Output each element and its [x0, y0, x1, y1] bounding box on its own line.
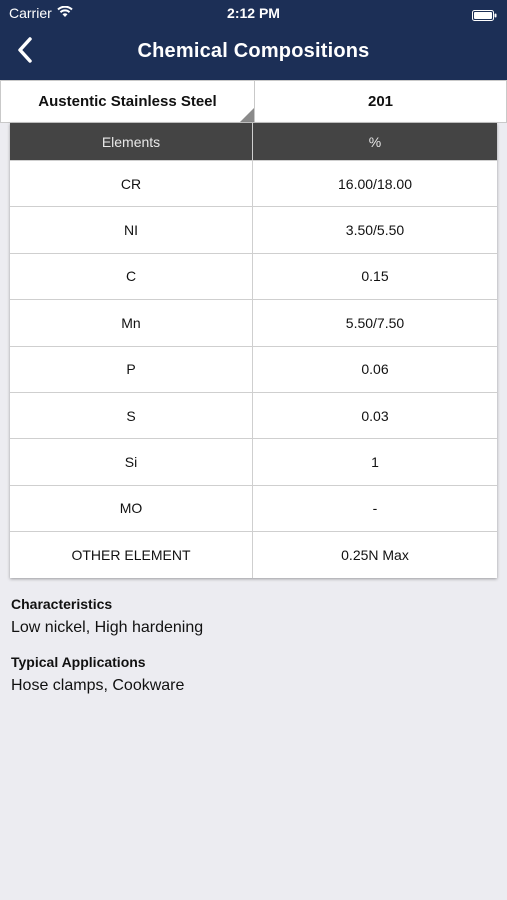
selector-row [0, 80, 507, 123]
element-cell: CR [10, 161, 253, 206]
applications-value: Hose clamps, Cookware [11, 677, 185, 694]
table-row [10, 485, 497, 531]
table-row [10, 392, 497, 438]
table-row [10, 531, 497, 577]
percent-cell: 0.06 [361, 361, 389, 378]
element-cell: S [10, 393, 253, 438]
page-title: Chemical Compositions [137, 40, 370, 62]
table-row [10, 346, 497, 392]
header [0, 0, 507, 80]
battery-icon [472, 8, 497, 19]
percent-cell: 0.03 [361, 407, 389, 424]
characteristics-value: Low nickel, High hardening [11, 619, 204, 636]
element-cell: OTHER ELEMENT [10, 532, 253, 577]
header-percent: % [368, 133, 382, 150]
element-cell: NI [10, 207, 253, 252]
nav-bar [0, 28, 507, 80]
table-row [10, 438, 497, 484]
element-cell: C [10, 254, 253, 299]
status-time: 2:12 PM [227, 5, 280, 21]
table-row [10, 206, 497, 252]
percent-cell: 16.00/18.00 [338, 175, 412, 192]
table-row [10, 299, 497, 345]
carrier-label: Carrier [9, 5, 52, 21]
percent-cell: 0.25N Max [341, 546, 409, 563]
percent-cell: 5.50/7.50 [345, 314, 405, 331]
applications-label: Typical Applications [11, 654, 146, 670]
percent-cell: 3.50/5.50 [345, 222, 405, 239]
element-cell: MO [10, 486, 253, 531]
element-cell: Mn [10, 300, 253, 345]
dropdown-corner-icon [240, 108, 254, 122]
element-cell: P [10, 347, 253, 392]
info-section [11, 596, 491, 712]
table-row [10, 253, 497, 299]
table-row [10, 160, 497, 206]
composition-table [10, 123, 497, 578]
status-bar [0, 0, 507, 28]
table-header [10, 123, 497, 160]
grade-selector-label: 201 [367, 93, 394, 110]
category-selector-label: Austentic Stainless Steel [38, 93, 217, 110]
percent-cell: 0.15 [361, 268, 389, 285]
percent-cell: 1 [371, 454, 379, 471]
grade-selector[interactable] [255, 80, 507, 123]
element-cell: Si [10, 439, 253, 484]
category-selector[interactable] [0, 80, 255, 123]
characteristics-label: Characteristics [11, 596, 113, 612]
header-elements: Elements [10, 123, 253, 160]
percent-cell: - [372, 500, 378, 517]
